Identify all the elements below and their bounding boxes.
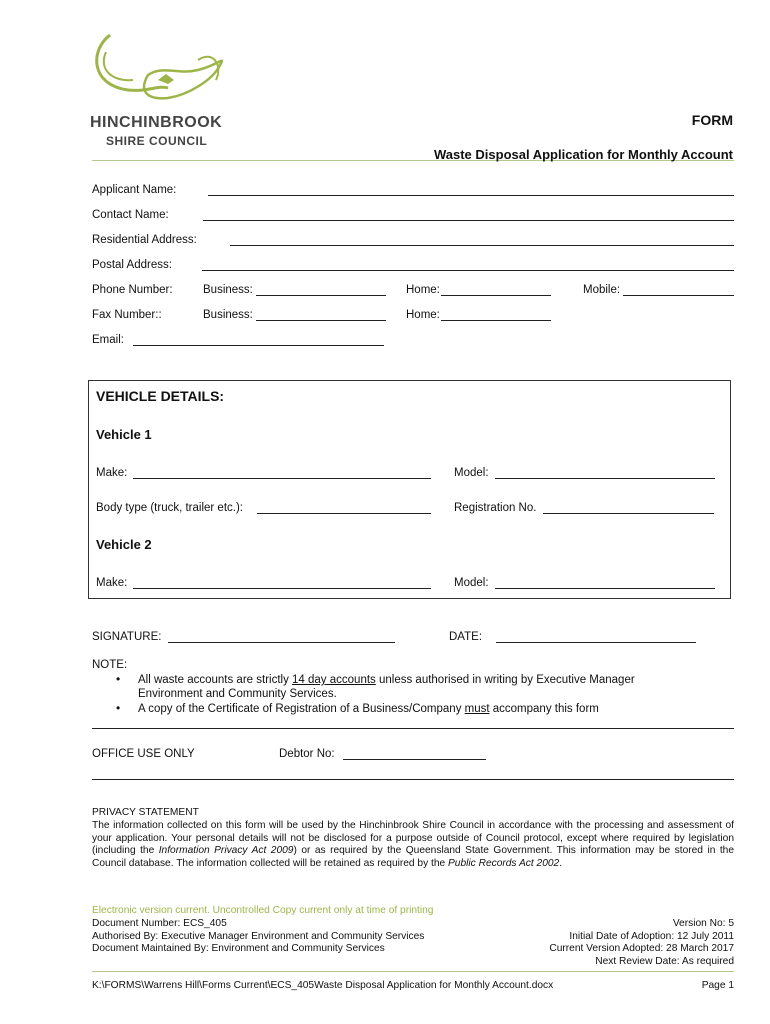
privacy-text-italic-2: Public Records Act 2002	[448, 857, 560, 869]
footer-right-block	[549, 918, 734, 968]
v2-model-field[interactable]	[495, 588, 715, 589]
v2-model-label: Model:	[454, 577, 489, 589]
electronic-version-note: Electronic version current. Uncontrolled Copy current only at time of printing	[92, 905, 434, 916]
note-item-2-underline: must	[464, 703, 490, 715]
privacy-text	[92, 820, 734, 870]
date-field[interactable]	[496, 642, 696, 643]
office-use-label: OFFICE USE ONLY	[92, 748, 195, 760]
v1-make-label: Make:	[96, 467, 128, 479]
initial-adoption-date: Initial Date of Adoption: 12 July 2011	[569, 930, 734, 942]
email-label: Email:	[92, 334, 124, 346]
v1-body-type-label: Body type (truck, trailer etc.):	[96, 502, 243, 514]
privacy-title: PRIVACY STATEMENT	[92, 807, 199, 818]
applicant-name-label: Applicant Name:	[92, 184, 177, 196]
fax-business-field[interactable]	[256, 320, 386, 321]
privacy-text-italic-1: Information Privacy Act 2009	[158, 845, 294, 856]
vehicle1-title: Vehicle 1	[96, 427, 152, 442]
fax-home-field[interactable]	[441, 320, 551, 321]
signature-label: SIGNATURE:	[92, 631, 162, 643]
note-item-1-pre: All waste accounts are strictly	[138, 674, 293, 686]
vehicle2-title: Vehicle 2	[96, 537, 152, 552]
note-item-2	[138, 703, 599, 715]
debtor-field[interactable]	[343, 759, 486, 760]
form-label: FORM	[691, 112, 733, 128]
current-version-adopted: Current Version Adopted: 28 March 2017	[549, 943, 734, 954]
note-bullet-1: •	[116, 672, 121, 686]
privacy-text-3: .	[559, 857, 563, 869]
note-item-2-pre: A copy of the Certificate of Registration of a Business/Company	[138, 703, 465, 715]
fax-home-label: Home:	[406, 309, 440, 321]
phone-home-field[interactable]	[441, 295, 551, 296]
phone-mobile-field[interactable]	[623, 295, 734, 296]
logo-line1: HINCHINBROOK	[90, 114, 223, 131]
postal-address-label: Postal Address:	[92, 259, 172, 271]
residential-address-field[interactable]	[230, 245, 734, 246]
v1-model-field[interactable]	[495, 478, 715, 479]
note-item-1-underline: 14 day accounts	[292, 674, 376, 686]
footer-divider	[92, 971, 734, 972]
note-item-1-line2: Environment and Community Services.	[138, 688, 337, 700]
v1-body-type-field[interactable]	[257, 513, 431, 514]
fax-number-label: Fax Number::	[92, 309, 162, 321]
phone-business-field[interactable]	[256, 295, 386, 296]
note-title: NOTE:	[92, 659, 128, 671]
v1-make-field[interactable]	[133, 478, 431, 479]
note-item-1	[138, 674, 635, 686]
vehicle-details-heading: VEHICLE DETAILS:	[96, 388, 225, 404]
office-divider-top	[92, 728, 734, 729]
next-review-date: Next Review Date: As required	[595, 955, 734, 967]
v1-model-label: Model:	[454, 467, 489, 479]
privacy-text-1: The information collected on this form will be used by the Hinchinbrook Shire Council in accordance with the processing and assessment of your application. Your personal details will not be disclosed for a purpose outside of Council protocol, except where required by legislation (including the	[92, 820, 734, 856]
signature-field[interactable]	[168, 642, 395, 643]
page-title: Waste Disposal Application for Monthly Account	[433, 147, 733, 162]
page-number: Page 1	[701, 980, 734, 991]
contact-name-label: Contact Name:	[92, 209, 169, 221]
debtor-label: Debtor No:	[279, 748, 335, 760]
v1-registration-label: Registration No.	[454, 502, 537, 514]
privacy-text-2: ) or as required by the Queensland State Government. This information may be stored in the Council database. The information collected will be retained as required by the	[92, 845, 734, 869]
phone-number-label: Phone Number:	[92, 284, 173, 296]
logo-line2: SHIRE COUNCIL	[106, 134, 208, 148]
footer-left-block	[92, 918, 424, 956]
council-logo	[88, 30, 238, 150]
office-divider-bottom	[92, 779, 734, 780]
maintained-by: Document Maintained By: Environment and Community Services	[92, 943, 385, 954]
email-field[interactable]	[133, 345, 384, 346]
applicant-name-field[interactable]	[208, 195, 734, 196]
v1-registration-field[interactable]	[543, 513, 714, 514]
date-label: DATE:	[449, 631, 483, 643]
document-number: Document Number: ECS_405	[92, 918, 227, 929]
phone-business-label: Business:	[203, 284, 253, 296]
contact-name-field[interactable]	[203, 220, 734, 221]
note-item-1-post: unless authorised in writing by Executive Manager	[375, 674, 635, 686]
v2-make-label: Make:	[96, 577, 128, 589]
fax-business-label: Business:	[203, 309, 253, 321]
v2-make-field[interactable]	[133, 588, 431, 589]
phone-home-label: Home:	[406, 284, 440, 296]
vehicle-details-box	[88, 380, 731, 599]
authorised-by: Authorised By: Executive Manager Environment and Community Services	[92, 930, 425, 942]
phone-mobile-label: Mobile:	[583, 284, 621, 296]
version-number: Version No: 5	[672, 918, 734, 929]
note-bullet-2: •	[116, 701, 121, 715]
residential-address-label: Residential Address:	[92, 234, 197, 246]
file-path: K:\FORMS\Warrens Hill\Forms Current\ECS_405Waste Disposal Application for Monthly Account.docx	[92, 980, 554, 991]
postal-address-field[interactable]	[202, 270, 734, 271]
note-item-2-post: accompany this form	[489, 703, 599, 715]
bird-logo-icon	[88, 30, 238, 110]
